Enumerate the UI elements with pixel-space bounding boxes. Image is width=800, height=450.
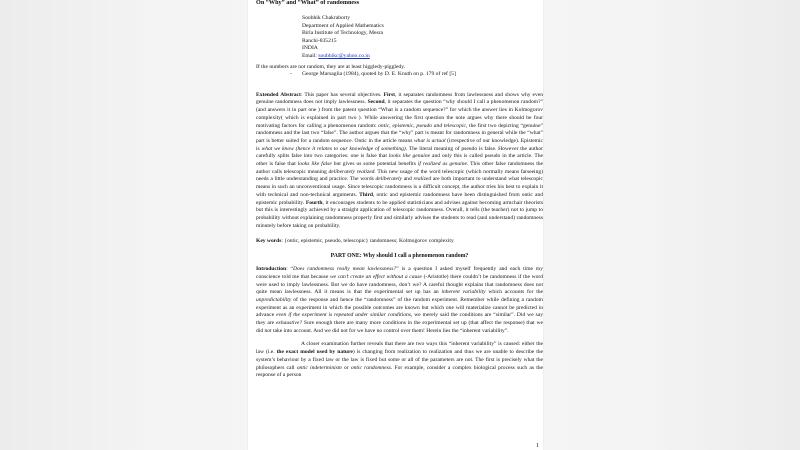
intro-emphasis: inherent variability [441,289,486,296]
closer-emphasis: ontic indeterminism [296,364,342,371]
intro-text: : “ [286,266,294,273]
abstract-emphasis: looks like false [297,161,332,168]
intro-text: which accounts for the [485,289,543,296]
introduction-paragraph [256,266,543,335]
epigraph-quote: If the numbers are not random, they are at least higgledy-piggledy. [256,63,406,70]
abstract-emphasis: what we know (hence it relates to our knowledge of something) [261,145,406,152]
epigraph-source: George Marsaglia (1984), quoted by D. E. Knuth on p. 179 of ref [5] [302,71,456,78]
abstract-text: This new usage of the word telescopic (which normally means farseeing) needs a little understanding and practice. The words [256,168,543,183]
page-number: 1 [536,443,539,449]
abstract-third: Third [359,191,374,198]
abstract-label: Extended Abstract [256,91,301,98]
abstract-emphasis: ontic, epistemic, pseudo and telescopic [378,122,466,129]
epigraph-source-line [256,71,543,79]
author-city: Ranchi-835215 [302,37,337,44]
abstract-emphasis: what is actual [413,137,446,144]
keywords-text: : {ontic, epistemic, pseudo, telescopic} randomness; Kolmogorov complexity [281,238,454,245]
email-link[interactable]: soubhikc@yahoo.co.in [318,52,370,59]
abstract-text: : This paper has several objectives. [300,91,384,98]
keywords [256,238,543,246]
intro-text: Sure enough there are many more conditions in the experimental set up (that affect the response) that we did not take into account. And we did not for we have no control over them! Herein lies the “inherent variability”. [256,320,543,334]
document-page [248,0,543,450]
abstract-emphasis: if realized as genuine [417,161,467,168]
introduction-label: Introduction [256,266,287,273]
intro-text: (-Aristotle) there couldn’t be randomness if the word were used to imply lawlessness. But we do have randomness, don’t we? A careful thought explains that randomness does not quite mean lawlessness. All it means is that the experimental set up has an [256,273,543,296]
part-one-heading: PART ONE: Why should I call a phenomenon random? [330,253,469,260]
abstract-text: and [401,176,414,183]
abstract-text: are both important to understand what telescopic means in such an unconventional usage. Since telescopic randomness is a difficult concept, the author tries his best to explain it with technical and non-technical arguments. [256,176,543,198]
abstract-text: , it separates the question “why should I call a phenomenon random?” (and answers it in part one ) from the patent question “What is a random sequence?” for which the answer lies in Kolmogorov complexity( which is explained in part two ). While answering the first question the note argues why there should be four motivating factors for calling a phenomenon random: [256,99,543,129]
author-institute: Birla Institute of Technology, Mesra [302,30,384,37]
author-country: INDIA [302,45,318,52]
email-label: Email: [302,52,319,59]
intro-emphasis: even if the experiment is repeated under similar conditions [276,312,411,319]
abstract-text: , it separates randomness from lawlessness and shows why even genuine randomness does not imply lawlessness. [256,91,543,106]
intro-text: , we merely said the conditions are “similar”. Did we say they are [256,312,543,327]
abstract-text: , the first two depicting “genuine” randomness and the last two “false”. The author argues that the “why” part is meant for randomness in general while the “what” part is better suited for a random sequence. Ontic in the article means [256,122,543,144]
epigraph [256,64,543,79]
closer-text: A closer examination further reveals that there are two ways this “inherent variability” is caused: either the law (i.e. [256,341,543,356]
abstract-text: (irrespective of our knowledge). Epistemic is [256,137,543,152]
closer-text: . For example, consider a complex biological process such as the response of a person [256,364,543,379]
abstract-text: , it encourages students to be applied statisticians and advises against becoming armchair theorists but this is interestingly achieved by a straight application of telescopic randomness. Overall, it tells (the teacher) not to jump to probability without explaining randomness properly first and similarly advises the students to read (and understand) randomness minutely before taking on probability. [256,199,543,229]
abstract-text: but gives us some potential benefits [331,161,418,168]
abstract-first: First [383,91,395,98]
abstract-second: Second [367,99,385,106]
intro-text: ” is a question I asked myself frequently and each time my conscience told me that because [256,266,543,280]
abstract-text: . This other false randomness the author calls telescopic meaning [256,161,543,175]
abstract-emphasis: looks like genuine [388,153,431,160]
abstract-emphasis: realized [413,176,432,183]
abstract-emphasis: deliberately [375,176,402,183]
closer-text: ) is changing from realization to realization and thus we are unable to describe the system’s behaviour by a fixed law or the law is fixed but some or all of the parameters are not. The first is precisely what the philosophers call [256,349,543,371]
intro-emphasis: exhaustive? [275,320,303,327]
page-content [256,0,543,380]
author-name: Soubhik Chakraborty [302,15,351,21]
intro-text: of the response and hence the “randomness” of the random experiment. Remember while defining a random experiment as an experiment in which the possible outcomes are known but which one will materialize cannot be predicted in advance [256,296,543,319]
abstract-text: , ontic and epistemic randomness have been distinguished from ontic and epistemic probability. [256,191,543,206]
abstract-text: . The literal meaning of pseudo is false. However the author carefully splits false into two categories: one is false that [256,145,543,160]
closer-bold: the exact model used by nature [276,349,353,356]
abstract-fourth: Fourth [305,199,323,206]
closer-emphasis: ontic randomness [350,364,391,371]
intro-emphasis: unpredictability [256,296,292,303]
keywords-label: Key words [256,238,282,245]
author-email-line [302,53,543,61]
intro-emphasis: we can’t create an effect without a cause [329,273,422,280]
paper-title: On “Why” and “What” of randomness [256,0,359,6]
extended-abstract [256,92,543,231]
closer-examination-paragraph [256,341,543,380]
abstract-emphasis: deliberately realized. [328,168,376,175]
author-department: Department of Applied Mathematics [302,22,384,29]
closer-text: or [341,364,351,371]
abstract-text: and only this is called pseudo in the article. The other is false that [256,153,543,168]
epigraph-dash: - [290,71,292,78]
intro-emphasis: Does randomness really mean lawlessness? [293,266,397,273]
author-block [302,15,543,61]
